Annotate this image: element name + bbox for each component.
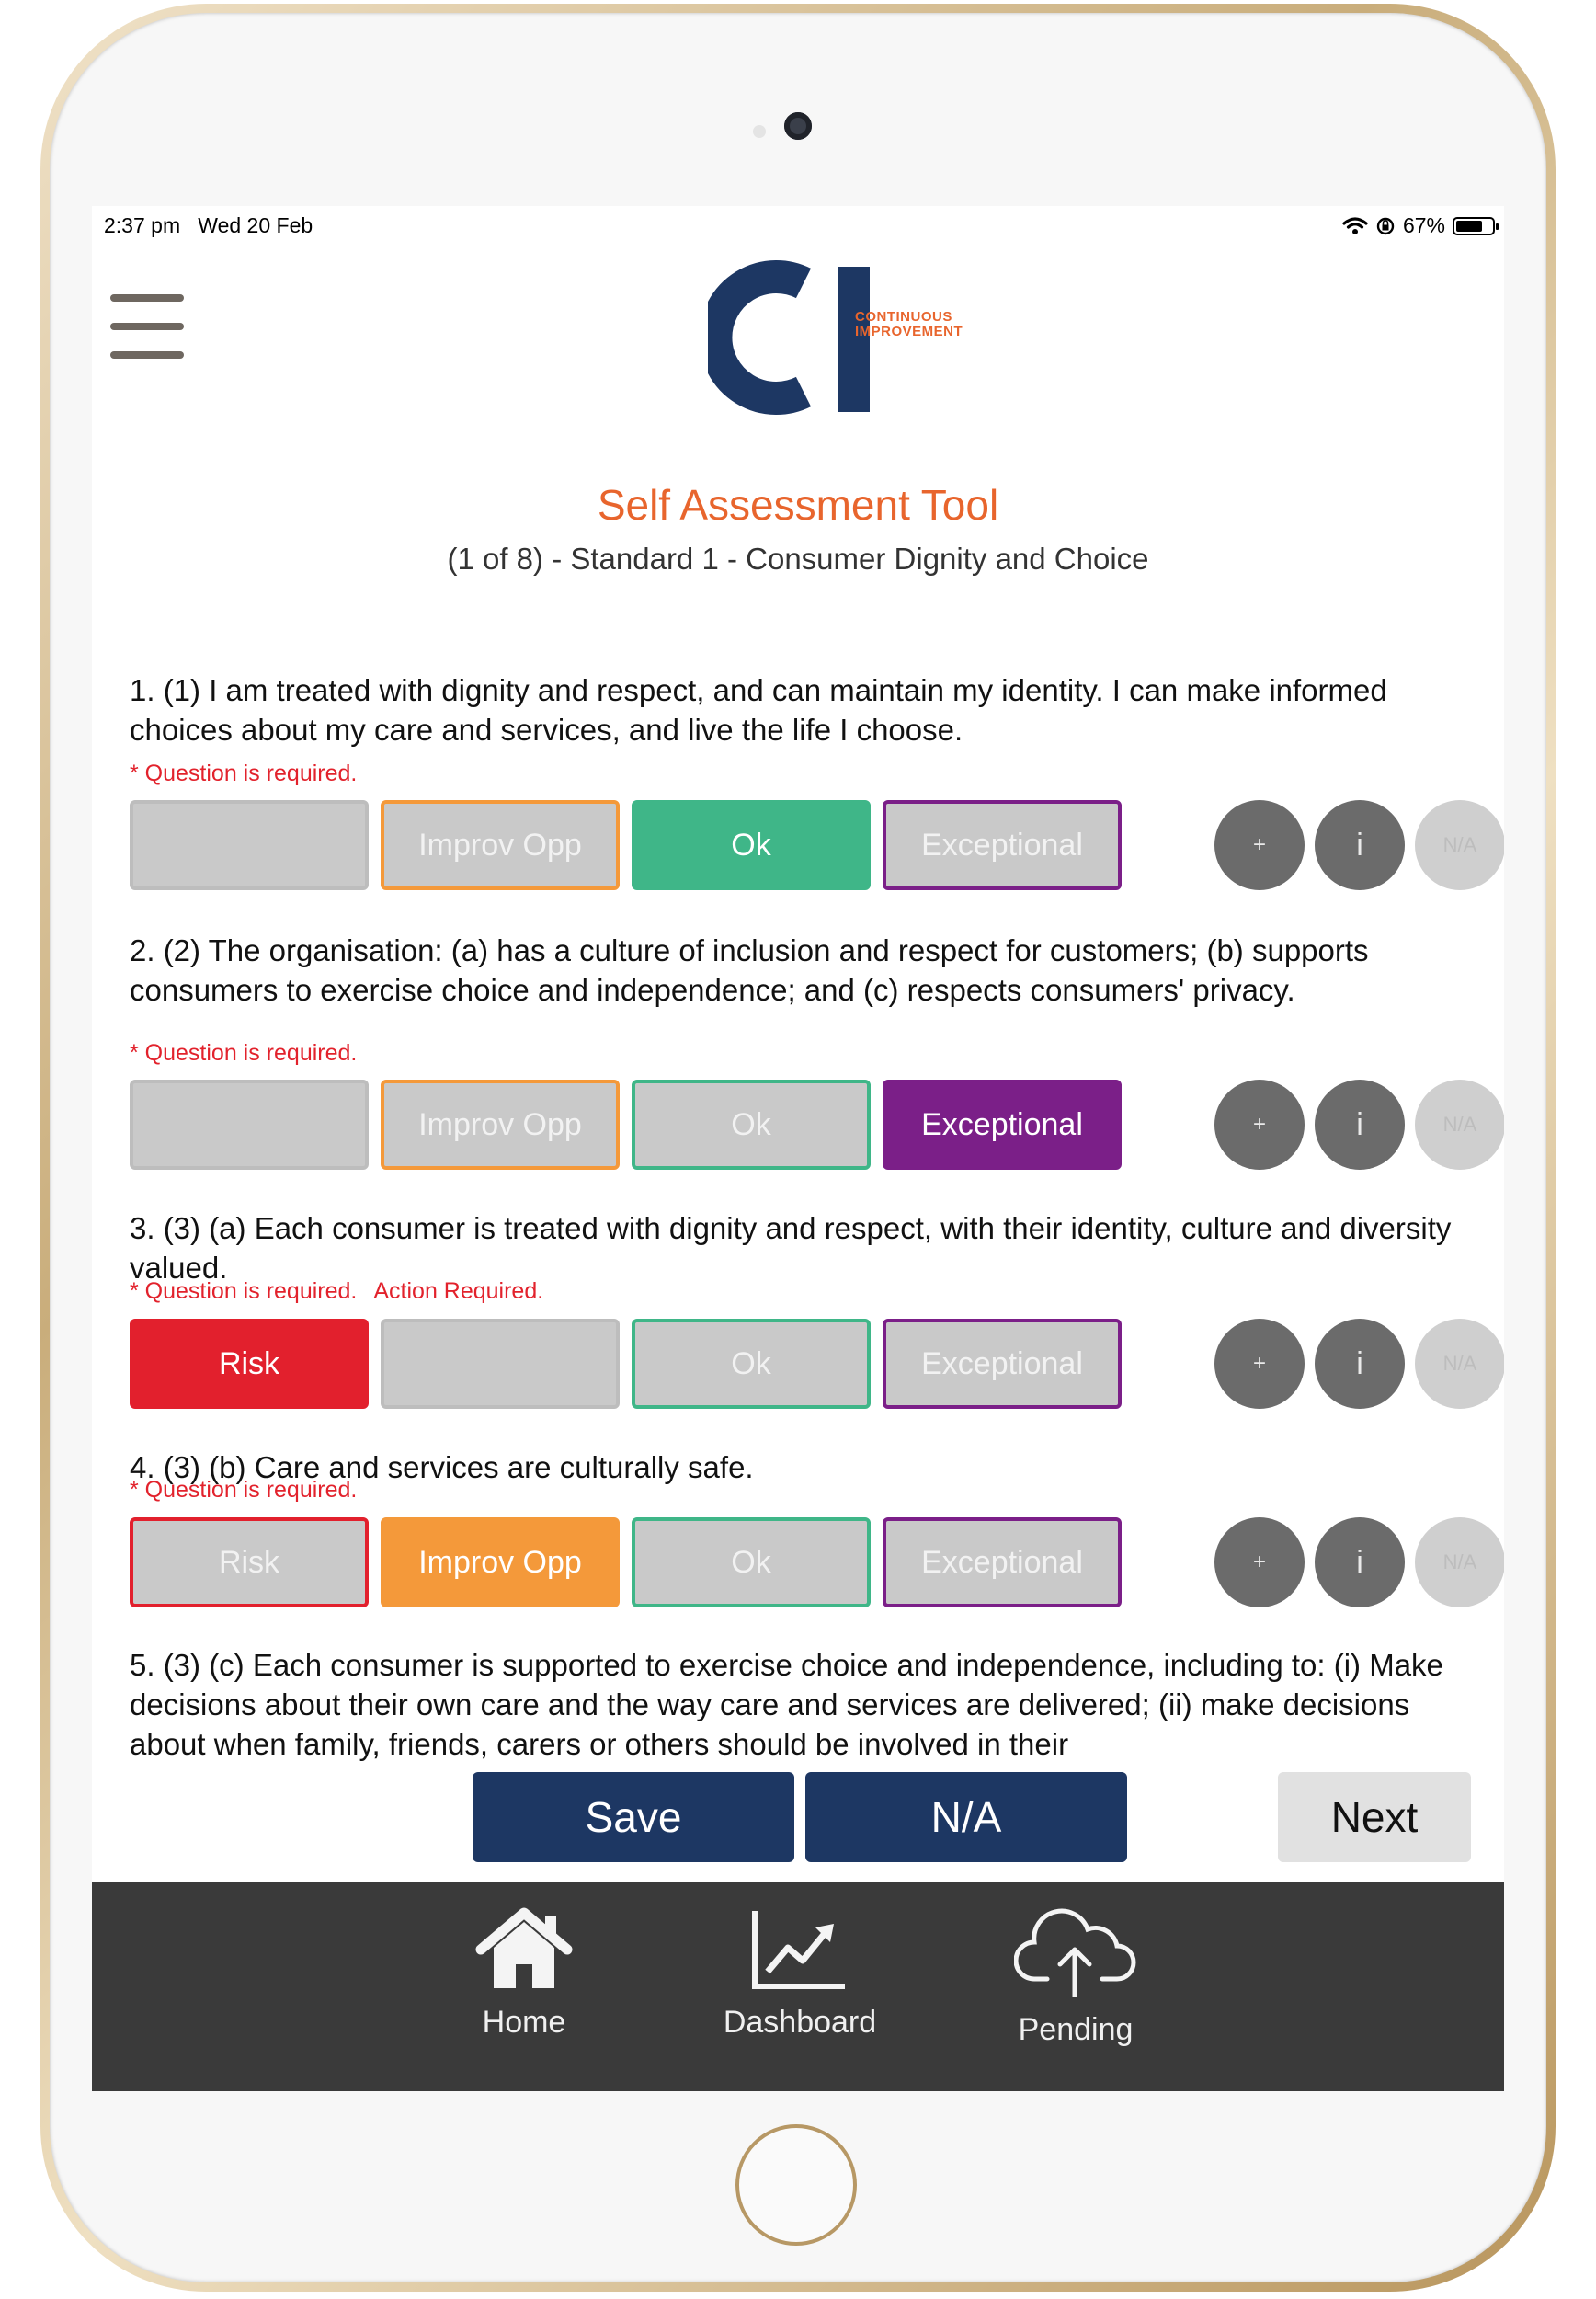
question-5-text: 5. (3) (c) Each consumer is supported to exercise choice and independence, including to: (i) Make decisions about their own care and the way care and services are delivered; (ii) make decisions about when family, friends, carers or others should be involved in their — [130, 1648, 1443, 1761]
q1-option-exceptional[interactable]: Exceptional — [883, 800, 1122, 890]
q1-info-button[interactable]: i — [1315, 800, 1405, 890]
q2-option-ok[interactable]: Ok — [632, 1080, 871, 1170]
q3-option-ok[interactable]: Ok — [632, 1319, 871, 1409]
rotation-lock-icon — [1375, 216, 1396, 236]
question-4-required: * Question is required. — [130, 1477, 358, 1503]
page-title: Self Assessment Tool — [597, 481, 999, 529]
tab-home-label: Home — [482, 2005, 566, 2040]
tab-dashboard-label: Dashboard — [723, 2005, 877, 2040]
q1-add-button[interactable]: + — [1214, 800, 1305, 890]
q3-na-button[interactable]: N/A — [1415, 1319, 1504, 1409]
sensor-dot — [753, 125, 766, 138]
tab-dashboard[interactable] — [708, 1907, 892, 2041]
q1-option-improv-opp[interactable]: Improv Opp — [381, 800, 620, 890]
q4-option-ok[interactable]: Ok — [632, 1517, 871, 1607]
q1-na-button[interactable]: N/A — [1415, 800, 1504, 890]
hamburger-menu-icon[interactable] — [110, 294, 184, 359]
question-2-text: 2. (2) The organisation: (a) has a culture of inclusion and respect for customers; (b) supports consumers to exercise choice and independence; and (c) respects consumers' privacy. — [130, 933, 1369, 1007]
question-1-text: 1. (1) I am treated with dignity and respect, and can maintain my identity. I can make informed choices about my care and services, and live the life I choose. — [130, 673, 1387, 747]
q4-na-button[interactable]: N/A — [1415, 1517, 1504, 1607]
tab-pending[interactable] — [984, 1907, 1168, 2048]
q3-option-exceptional[interactable]: Exceptional — [883, 1319, 1122, 1409]
na-all-button[interactable]: N/A — [805, 1772, 1127, 1862]
q3-option-improv-opp[interactable] — [381, 1319, 620, 1409]
question-4-rating-row — [130, 1517, 1477, 1607]
q2-option-improv-opp[interactable]: Improv Opp — [381, 1080, 620, 1170]
status-bar — [92, 206, 1504, 248]
question-1-required: * Question is required. — [130, 761, 358, 786]
save-button[interactable]: Save — [473, 1772, 794, 1862]
app-screen — [92, 206, 1504, 2091]
logo-wordmark: CONTINUOUS IMPROVEMENT — [855, 309, 963, 339]
q3-add-button[interactable]: + — [1214, 1319, 1305, 1409]
question-2-rating-row — [130, 1080, 1477, 1170]
q3-info-button[interactable]: i — [1315, 1319, 1405, 1409]
q1-option-ok[interactable]: Ok — [632, 800, 871, 890]
dashboard-chart-icon — [749, 1907, 850, 1992]
q2-option-risk[interactable] — [130, 1080, 369, 1170]
q4-option-improv-opp[interactable]: Improv Opp — [381, 1517, 620, 1607]
q2-na-button[interactable]: N/A — [1415, 1080, 1504, 1170]
wifi-icon — [1342, 216, 1368, 236]
status-time: 2:37 pm Wed 20 Feb — [104, 213, 314, 237]
home-hardware-button[interactable] — [735, 2124, 857, 2246]
q2-add-button[interactable]: + — [1214, 1080, 1305, 1170]
question-3-rating-row — [130, 1319, 1477, 1409]
q1-option-risk[interactable] — [130, 800, 369, 890]
q4-add-button[interactable]: + — [1214, 1517, 1305, 1607]
question-2-required: * Question is required. — [130, 1040, 358, 1066]
q3-option-risk[interactable]: Risk — [130, 1319, 369, 1409]
question-1-rating-row — [130, 800, 1477, 890]
bottom-tab-bar — [92, 1882, 1504, 2091]
question-3-text: 3. (3) (a) Each consumer is treated with dignity and respect, with their identity, culture and diversity valued. — [130, 1211, 1452, 1285]
battery-percent: 67% — [1402, 213, 1445, 237]
q2-option-exceptional[interactable]: Exceptional — [883, 1080, 1122, 1170]
page-subtitle: (1 of 8) - Standard 1 - Consumer Dignity and Choice — [447, 542, 1149, 576]
tab-home[interactable] — [432, 1907, 616, 2041]
question-3-required: * Question is required. Action Required. — [130, 1278, 544, 1304]
tab-pending-label: Pending — [1018, 2012, 1134, 2047]
home-icon — [473, 1907, 575, 1992]
ci-logo — [708, 250, 892, 434]
q4-option-risk[interactable]: Risk — [130, 1517, 369, 1607]
question-4-text: 4. (3) (b) Care and services are culturally safe. — [130, 1450, 754, 1484]
front-camera — [784, 112, 812, 140]
battery-icon — [1453, 217, 1495, 235]
next-button[interactable]: Next — [1278, 1772, 1471, 1862]
q4-info-button[interactable]: i — [1315, 1517, 1405, 1607]
question-3-action-required: Action Required. — [373, 1278, 544, 1304]
cloud-upload-icon — [1014, 1907, 1137, 1999]
q4-option-exceptional[interactable]: Exceptional — [883, 1517, 1122, 1607]
q2-info-button[interactable]: i — [1315, 1080, 1405, 1170]
status-right — [1342, 213, 1495, 238]
